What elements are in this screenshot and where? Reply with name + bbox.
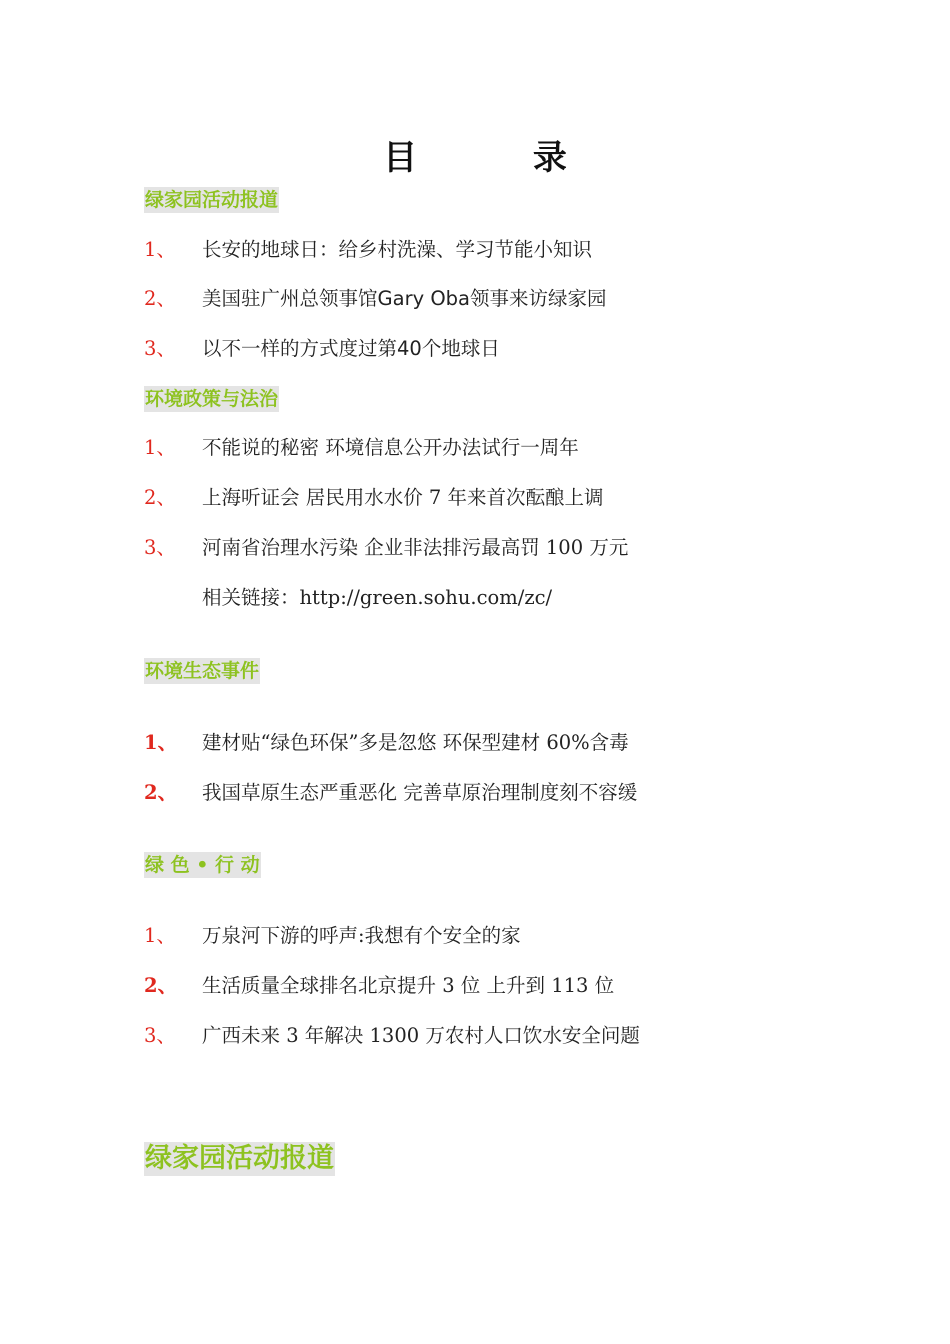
item-number: 2、: [144, 486, 176, 509]
toc-item[interactable]: [144, 336, 500, 362]
toc-item[interactable]: [144, 780, 637, 806]
item-number: 3、: [144, 536, 176, 559]
item-number: 2、: [144, 781, 178, 804]
toc-item[interactable]: [144, 973, 614, 999]
item-text: 美国驻广州总领事馆: [202, 287, 378, 310]
toc-item[interactable]: [144, 535, 628, 561]
item-text: 不能说的秘密 环境信息公开办法试行一周年: [202, 436, 579, 459]
item-text: 上海听证会 居民用水水价 7 年来首次酝酿上调: [202, 486, 604, 509]
item-number: 3、: [144, 1024, 176, 1047]
item-number: 2、: [144, 974, 178, 997]
related-link[interactable]: 相关链接：http://green.sohu.com/zc/: [202, 586, 553, 609]
section-heading-ecology: 环境生态事件: [145, 660, 260, 682]
item-text-latin: Gary Oba: [377, 287, 471, 310]
section-heading-green-home: 绿家园活动报道: [145, 189, 279, 211]
item-text: 以不一样的方式度过第: [202, 337, 398, 360]
item-text: 万泉河下游的呼声:我想有个安全的家: [202, 924, 521, 947]
toc-item[interactable]: [144, 485, 604, 511]
toc-item[interactable]: [144, 237, 592, 263]
item-text: 领事来访绿家园: [470, 287, 607, 310]
item-number: 1、: [144, 436, 176, 459]
toc-item[interactable]: [144, 923, 521, 949]
item-text: 河南省治理水污染 企业非法排污最高罚 100 万元: [202, 536, 629, 559]
section-heading-green-action: 绿 色 • 行 动: [145, 854, 260, 876]
toc-item[interactable]: [144, 435, 579, 461]
item-text: 广西未来 3 年解决 1300 万农村人口饮水安全问题: [202, 1024, 640, 1047]
item-number: 1、: [144, 238, 176, 261]
item-number: 3、: [144, 337, 176, 360]
item-text: 个地球日: [421, 337, 500, 360]
item-text: 我国草原生态严重恶化 完善草原治理制度刻不容缓: [202, 781, 638, 804]
item-number: 2、: [144, 287, 176, 310]
body-section-heading: 绿家园活动报道: [145, 1143, 334, 1174]
page-title: 目 录: [383, 138, 619, 178]
toc-item[interactable]: [144, 730, 629, 756]
item-text-latin: 40: [397, 337, 422, 360]
item-text: 建材贴“绿色环保”多是忽悠 环保型建材 60%含毒: [202, 731, 629, 754]
toc-item[interactable]: [144, 286, 607, 312]
item-number: 1、: [144, 731, 178, 754]
item-number: 1、: [144, 924, 176, 947]
toc-item[interactable]: [144, 1023, 640, 1049]
item-text: 长安的地球日：给乡村洗澡、学习节能小知识: [202, 238, 593, 261]
section-heading-policy: 环境政策与法治: [145, 388, 279, 410]
item-text: 生活质量全球排名北京提升 3 位 上升到 113 位: [202, 974, 615, 997]
